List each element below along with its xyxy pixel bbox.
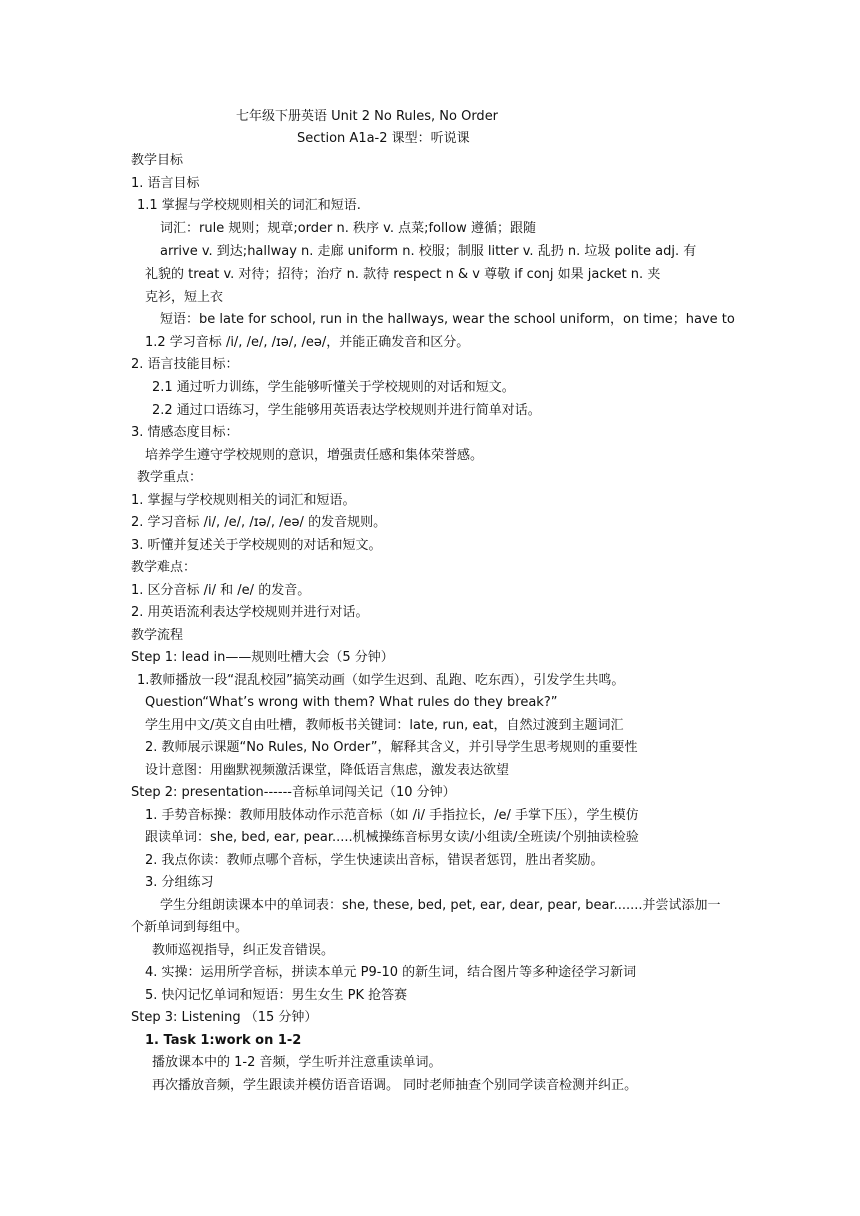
list-item: 1. 掌握与学校规则相关的词汇和短语。 [131, 493, 356, 508]
list-item: 1. 区分音标 /i/ 和 /e/ 的发音。 [131, 583, 311, 598]
paragraph-line: 播放课本中的 1-2 音频，学生听并注意重读单词。 [152, 1055, 442, 1070]
list-item: 2.1 通过听力训练，学生能够听懂关于学校规则的对话和短文。 [152, 380, 515, 395]
list-item: 2.2 通过口语练习，学生能够用英语表达学校规则并进行简单对话。 [152, 403, 541, 418]
step-heading: Step 1: lead in——规则吐槽大会（5 分钟） [131, 650, 394, 665]
list-item: 1.教师播放一段“混乱校园”搞笑动画（如学生迟到、乱跑、吃东西），引发学生共鸣。 [137, 673, 625, 688]
step-heading: Step 2: presentation------音标单词闯关记（10 分钟） [131, 785, 456, 800]
document-subtitle: Section A1a-2 课型：听说课 [297, 131, 470, 146]
paragraph-line: 个新单词到每组中。 [131, 920, 249, 935]
list-item: 2. 语言技能目标： [131, 357, 239, 372]
list-item: 5. 快闪记忆单词和短语：男生女生 PK 抢答赛 [145, 988, 408, 1003]
section-heading: 教学目标 [131, 153, 184, 168]
paragraph-line: 克衫，短上衣 [145, 290, 224, 305]
document-title: 七年级下册英语 Unit 2 No Rules, No Order [236, 109, 499, 124]
paragraph-line: 学生用中文/英文自由吐槽，教师板书关键词：late, run, eat，自然过渡到主题词汇 [145, 718, 624, 733]
section-heading: 教学重点： [137, 470, 203, 485]
paragraph-line: 礼貌的 treat v. 对待；招待；治疗 n. 款待 respect n & v 尊敬 if conj 如果 jacket n. 夹 [145, 267, 661, 282]
paragraph-line: 跟读单词：she, bed, ear, pear.....机械操练音标男女读/小组读/全班读/个别抽读检验 [145, 830, 639, 845]
paragraph-line: arrive v. 到达;hallway n. 走廊 uniform n. 校服；制服 litter v. 乱扔 n. 垃圾 polite adj. 有 [160, 244, 697, 259]
paragraph-line: 再次播放音频，学生跟读并模仿语音语调。 同时老师抽查个别同学读音检测并纠正。 [152, 1078, 638, 1093]
list-item: 2. 用英语流利表达学校规则并进行对话。 [131, 605, 369, 620]
paragraph-line: 设计意图：用幽默视频激活课堂，降低语言焦虑，激发表达欲望 [145, 763, 510, 778]
list-item: 2. 教师展示课题“No Rules, No Order”，解释其含义，并引导学生思考规则的重要性 [145, 740, 638, 755]
step-heading: Step 3: Listening （15 分钟） [131, 1010, 318, 1025]
list-item: 3. 听懂并复述关于学校规则的对话和短文。 [131, 538, 382, 553]
paragraph-line: 词汇：rule 规则；规章;order n. 秩序 v. 点菜;follow 遵循；跟随 [160, 221, 536, 236]
paragraph-line: Question“What’s wrong with them? What rules do they break?” [145, 695, 558, 710]
paragraph-line: 学生分组朗读课本中的单词表：she, these, bed, pet, ear, dear, pear, bear.......并尝试添加一 [160, 898, 721, 913]
list-item: 2. 学习音标 /i/, /e/, /ɪə/, /eə/ 的发音规则。 [131, 515, 387, 530]
list-item: 1. 手势音标操：教师用肢体动作示范音标（如 /i/ 手指拉长，/e/ 手掌下压），学生模仿 [145, 808, 639, 823]
list-item: 1.2 学习音标 /i/, /e/, /ɪə/, /eə/，并能正确发音和区分。 [145, 335, 470, 350]
paragraph-line: 短语：be late for school, run in the hallways, wear the school uniform，on time；have to [160, 312, 735, 327]
list-item: 2. 我点你读：教师点哪个音标，学生快速读出音标，错误者惩罚，胜出者奖励。 [145, 853, 604, 868]
task-heading: 1. Task 1:work on 1-2 [145, 1033, 302, 1048]
paragraph-line: 教师巡视指导，纠正发音错误。 [152, 943, 335, 958]
section-heading: 教学难点： [131, 560, 197, 575]
list-item: 3. 分组练习 [145, 875, 214, 890]
section-heading: 教学流程 [131, 628, 184, 643]
paragraph-line: 培养学生遵守学校规则的意识，增强责任感和集体荣誉感。 [145, 448, 484, 463]
list-item: 1.1 掌握与学校规则相关的词汇和短语. [137, 198, 361, 213]
list-item: 1. 语言目标 [131, 176, 200, 191]
list-item: 3. 情感态度目标： [131, 425, 239, 440]
list-item: 4. 实操：运用所学音标，拼读本单元 P9-10 的新生词，结合图片等多种途径学习新词 [145, 965, 637, 980]
